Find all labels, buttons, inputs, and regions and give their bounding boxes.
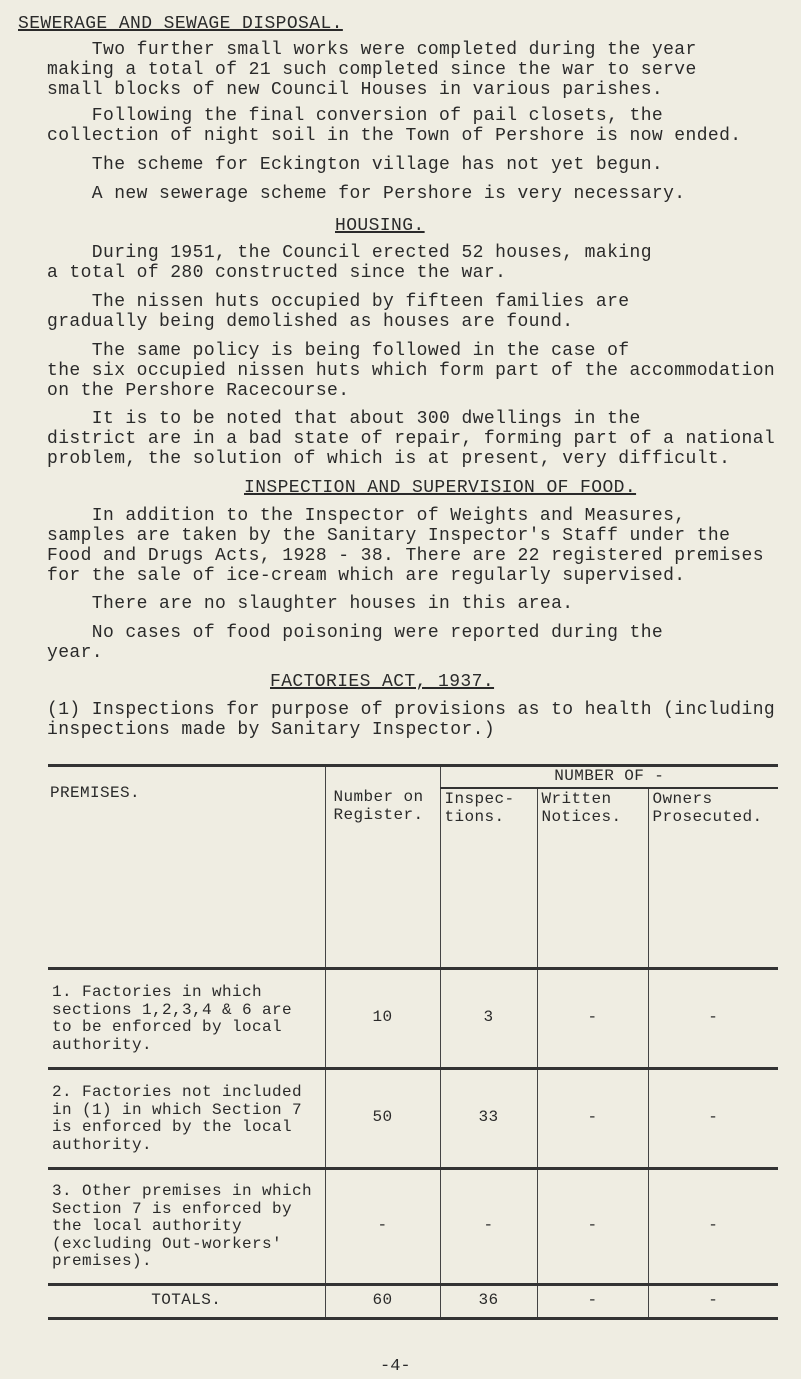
totals-notices: - xyxy=(537,1284,648,1318)
housing-paragraph-line: district are in a bad state of repair, forming part of a national xyxy=(47,429,776,449)
inspections-cell: 3 xyxy=(440,968,537,1068)
notices-cell: - xyxy=(537,1068,648,1168)
sewerage-paragraph-line: Two further small works were completed during the year xyxy=(47,40,697,60)
totals-row xyxy=(48,1284,778,1318)
housing-paragraph-line: problem, the solution of which is at present, very difficult. xyxy=(47,449,731,469)
sewerage-heading: SEWERAGE AND SEWAGE DISPOSAL. xyxy=(18,14,343,34)
housing-paragraph-line: The same policy is being followed in the case of xyxy=(47,341,630,361)
header-inspections: Inspec- tions. xyxy=(440,788,537,968)
housing-heading: HOUSING. xyxy=(335,216,425,236)
prosecuted-cell: - xyxy=(648,1068,778,1168)
inspections-cell: - xyxy=(440,1168,537,1284)
food-paragraph-line: There are no slaughter houses in this area. xyxy=(47,594,574,614)
totals-label: TOTALS. xyxy=(151,1291,222,1310)
totals-number: 60 xyxy=(325,1284,440,1318)
food-paragraph-line: In addition to the Inspector of Weights and Measures, xyxy=(47,506,686,526)
notices-cell: - xyxy=(537,1168,648,1284)
housing-paragraph-line: It is to be noted that about 300 dwellings in the xyxy=(47,409,641,429)
register-cell: 10 xyxy=(325,968,440,1068)
header-premises: PREMISES. xyxy=(50,784,141,802)
food-paragraph-line: year. xyxy=(47,643,104,663)
housing-paragraph-line: on the Pershore Racecourse. xyxy=(47,381,350,401)
food-paragraph-line: Food and Drugs Acts, 1928 - 38. There are 22 registered premises xyxy=(47,546,764,566)
food-paragraph-line: for the sale of ice-cream which are regularly supervised. xyxy=(47,566,686,586)
sewerage-paragraph-line: collection of night soil in the Town of Pershore is now ended. xyxy=(47,126,742,146)
notices-cell: - xyxy=(537,968,648,1068)
factories-paragraph-line: inspections made by Sanitary Inspector.) xyxy=(47,720,496,740)
inspections-cell: 33 xyxy=(440,1068,537,1168)
sewerage-paragraph-line: Following the final conversion of pail closets, the xyxy=(47,106,664,126)
register-cell: 50 xyxy=(325,1068,440,1168)
page-number: -4- xyxy=(380,1357,411,1376)
food-paragraph-line: No cases of food poisoning were reported during the xyxy=(47,623,664,643)
totals-prosecuted: - xyxy=(648,1284,778,1318)
housing-paragraph-line: a total of 280 constructed since the war. xyxy=(47,263,507,283)
register-cell: - xyxy=(325,1168,440,1284)
housing-paragraph-line: the six occupied nissen huts which form part of the accommodation xyxy=(47,361,776,381)
prosecuted-cell: - xyxy=(648,1168,778,1284)
premises-cell: 2. Factories not included in (1) in which Section 7 is enforced by the local authority. xyxy=(52,1083,303,1154)
table-row xyxy=(48,968,778,1068)
totals-inspections: 36 xyxy=(440,1284,537,1318)
sewerage-paragraph-line: making a total of 21 such completed since the war to serve xyxy=(47,60,697,80)
housing-paragraph-line: gradually being demolished as houses are found. xyxy=(47,312,574,332)
premises-cell: 1. Factories in which sections 1,2,3,4 & 6 are to be enforced by local authority. xyxy=(52,983,293,1054)
housing-paragraph-line: The nissen huts occupied by fifteen families are xyxy=(47,292,630,312)
sewerage-paragraph-line: small blocks of new Council Houses in various parishes. xyxy=(47,80,664,100)
factories-heading: FACTORIES ACT, 1937. xyxy=(270,672,495,692)
table-row xyxy=(48,1168,778,1284)
housing-paragraph-line: During 1951, the Council erected 52 houses, making xyxy=(47,243,652,263)
header-written-notices: Written Notices. xyxy=(537,788,648,968)
header-number-of: NUMBER OF - xyxy=(440,766,778,789)
food-paragraph-line: samples are taken by the Sanitary Inspector's Staff under the xyxy=(47,526,731,546)
factories-table xyxy=(48,764,778,1320)
header-number-on-register: Number on Register. xyxy=(325,766,440,969)
food-heading: INSPECTION AND SUPERVISION OF FOOD. xyxy=(244,478,637,498)
sewerage-paragraph-line: A new sewerage scheme for Pershore is very necessary. xyxy=(47,184,686,204)
table-row xyxy=(48,1068,778,1168)
header-owners-prosecuted: Owners Prosecuted. xyxy=(648,788,778,968)
sewerage-paragraph-line: The scheme for Eckington village has not yet begun. xyxy=(47,155,664,175)
factories-paragraph-line: (1) Inspections for purpose of provisions as to health (including xyxy=(47,700,776,720)
premises-cell: 3. Other premises in which Section 7 is enforced by the local authority (excluding Out-workers' premises). xyxy=(52,1182,313,1271)
prosecuted-cell: - xyxy=(648,968,778,1068)
